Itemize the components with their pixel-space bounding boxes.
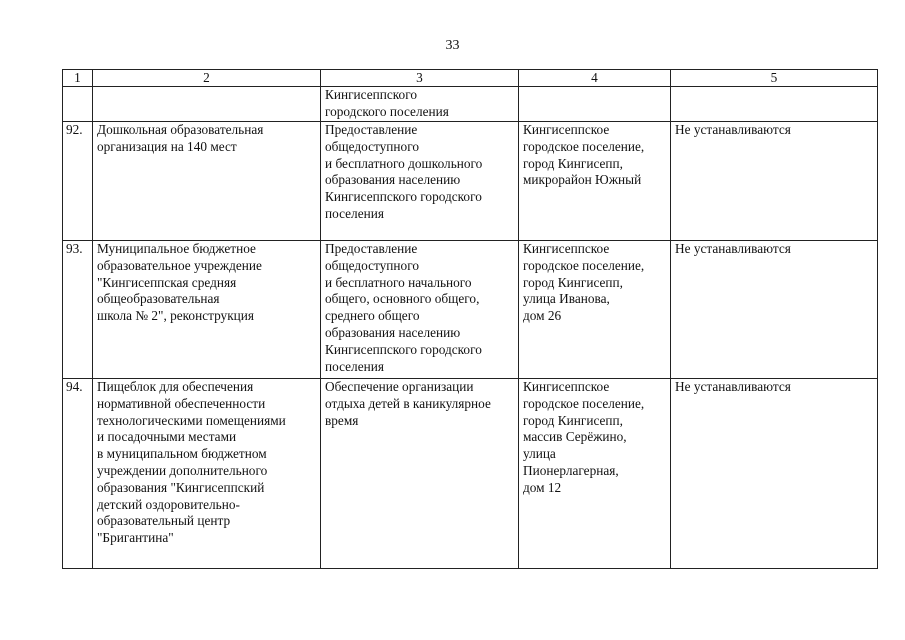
cell-purpose	[321, 122, 519, 241]
cell-line: технологическими помещениями	[97, 412, 286, 428]
cell-line: микрорайон Южный	[523, 172, 642, 188]
cell-line: Дошкольная образовательная	[97, 122, 264, 137]
cell-line: Предоставление	[325, 241, 418, 256]
cell-location	[519, 241, 671, 379]
cell-object	[93, 241, 321, 379]
cell-line: Не устанавливаются	[675, 122, 791, 137]
cell-line: в муниципальном бюджетном	[97, 446, 267, 462]
cell-line: Не устанавливаются	[675, 241, 791, 256]
cell-line: город Кингисепп,	[523, 155, 623, 171]
cell-line: организация на 140 мест	[97, 138, 237, 154]
cell-line: дом 26	[523, 308, 562, 324]
cell-line: улица Иванова,	[523, 291, 610, 307]
cell-line: Кингисеппское	[523, 379, 610, 394]
cell-object	[93, 122, 321, 241]
header-cell-object: 2	[93, 70, 321, 87]
cell-line: отдыха детей в каникулярное	[325, 395, 491, 411]
cell-zones	[671, 379, 878, 569]
cell-line: "Кингисеппская средняя	[97, 274, 237, 290]
cell-line: Кингисеппского городского	[325, 189, 482, 205]
cell-object	[93, 379, 321, 569]
cell-line: городского поселения	[325, 103, 449, 119]
cell-line: образования "Кингисеппский	[97, 479, 265, 495]
cell-location	[519, 379, 671, 569]
cell-zones	[671, 241, 878, 379]
cell-line: и бесплатного дошкольного	[325, 155, 483, 171]
cell-zones	[671, 87, 878, 122]
table-row-93	[63, 241, 878, 379]
cell-object	[93, 87, 321, 122]
cell-purpose	[321, 87, 519, 122]
cell-line: и бесплатного начального	[325, 274, 472, 290]
cell-line: Пищеблок для обеспечения	[97, 379, 254, 394]
cell-number: 93.	[63, 241, 93, 379]
cell-line: образовательный центр	[97, 513, 231, 529]
cell-line: Кингисеппского	[325, 87, 417, 102]
cell-line: и посадочными местами	[97, 429, 237, 445]
cell-line: Кингисеппское	[523, 122, 610, 137]
cell-line: городское поселение,	[523, 395, 645, 411]
header-cell-number: 1	[63, 70, 93, 87]
header-cell-purpose: 3	[321, 70, 519, 87]
cell-line: городское поселение,	[523, 138, 645, 154]
cell-line: Пионерлагерная,	[523, 462, 619, 478]
cell-location	[519, 122, 671, 241]
cell-line: дом 12	[523, 479, 562, 495]
cell-line: школа № 2", реконструкция	[97, 308, 254, 324]
cell-number: 92.	[63, 122, 93, 241]
cell-purpose	[321, 241, 519, 379]
cell-line: детский оздоровительно-	[97, 496, 240, 512]
table-header-row	[63, 70, 878, 87]
cell-line: "Бригантина"	[97, 530, 174, 546]
cell-line: Предоставление	[325, 122, 418, 137]
cell-line: городское поселение,	[523, 257, 645, 273]
cell-line: образования населению	[325, 172, 461, 188]
cell-line: общедоступного	[325, 257, 419, 273]
cell-line: образования населению	[325, 324, 461, 340]
table-row-92	[63, 122, 878, 241]
cell-line: нормативной обеспеченности	[97, 395, 266, 411]
header-cell-zones: 5	[671, 70, 878, 87]
cell-line: среднего общего	[325, 308, 420, 324]
cell-line: город Кингисепп,	[523, 412, 623, 428]
table-row-94	[63, 379, 878, 569]
cell-number	[63, 87, 93, 122]
cell-purpose	[321, 379, 519, 569]
cell-line: Не устанавливаются	[675, 379, 791, 394]
cell-line: образовательное учреждение	[97, 257, 262, 273]
cell-line: общего, основного общего,	[325, 291, 480, 307]
page-number: 33	[445, 38, 460, 53]
cell-line: общеобразовательная	[97, 291, 220, 307]
cell-line: Кингисеппское	[523, 241, 610, 256]
cell-line: Обеспечение организации	[325, 379, 474, 394]
cell-line: поселения	[325, 358, 384, 374]
cell-number: 94.	[63, 379, 93, 569]
cell-line: город Кингисепп,	[523, 274, 623, 290]
cell-location	[519, 87, 671, 122]
registry-table	[62, 69, 878, 569]
cell-line: общедоступного	[325, 138, 419, 154]
cell-line: поселения	[325, 205, 384, 221]
cell-line: время	[325, 412, 359, 428]
cell-line: учреждении дополнительного	[97, 462, 268, 478]
cell-line: Кингисеппского городского	[325, 341, 482, 357]
header-cell-location: 4	[519, 70, 671, 87]
table-row-continuation	[63, 87, 878, 122]
cell-line: массив Серёжино,	[523, 429, 627, 445]
cell-zones	[671, 122, 878, 241]
cell-line: Муниципальное бюджетное	[97, 241, 256, 256]
cell-line: улица	[523, 446, 556, 462]
